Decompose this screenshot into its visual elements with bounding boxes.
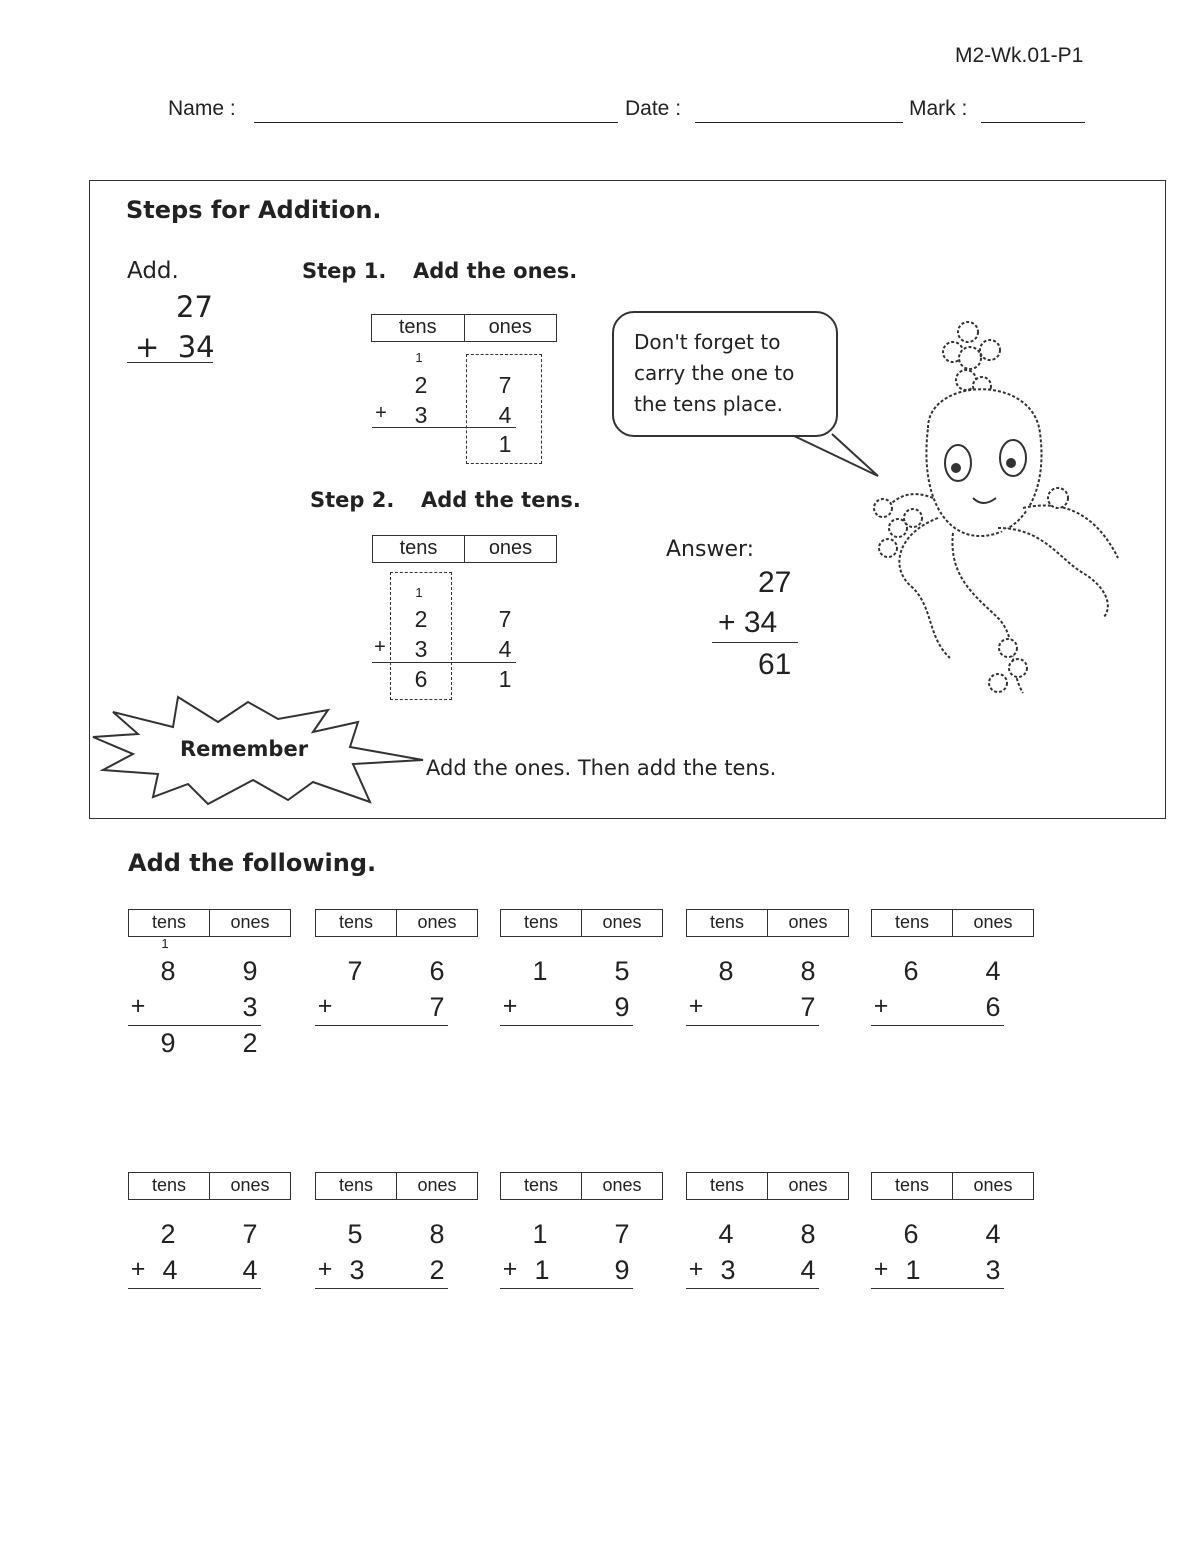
row2-problem-1-plus: + (130, 1255, 146, 1283)
lesson-title: Steps for Addition. (126, 196, 382, 224)
name-label: Name : (168, 97, 236, 120)
ones-header: ones (952, 910, 1033, 936)
remember-label: Remember (180, 737, 309, 761)
row2-problem-1-ones-1: 7 (242, 1219, 258, 1249)
row1-problem-1-ones-1: 9 (242, 956, 258, 986)
tens-header: tens (151, 1175, 187, 1195)
step2-carry: 1 (415, 585, 423, 600)
step2-ones-result: 1 (498, 666, 512, 692)
row1-problem-1-sum-line (128, 1025, 261, 1026)
tens-header: tens (399, 537, 438, 559)
step1-plus: + (375, 402, 387, 424)
step2-label: Step 2. (310, 488, 395, 512)
row2-problem-2-ones-1: 8 (429, 1219, 445, 1249)
ones-header: ones (581, 1173, 662, 1199)
row1-problem-3-ones-2: 9 (614, 992, 630, 1022)
ones-header: ones (464, 315, 557, 341)
step2-sum-line (372, 662, 516, 663)
row1-problem-3-tens-1: 1 (532, 956, 548, 986)
row2-problem-5-tens-1: 6 (903, 1219, 919, 1249)
row2-problem-3-ones-1: 7 (614, 1219, 630, 1249)
step2-ones-1: 7 (498, 606, 512, 632)
example-underline (127, 362, 213, 363)
row2-problem-3-ones-2: 9 (614, 1255, 630, 1285)
tens-header: tens (398, 316, 437, 338)
row2-problem-2-ones-2: 2 (429, 1255, 445, 1285)
step2-plus: + (374, 636, 386, 658)
row1-problem-5-ones-2: 6 (985, 992, 1001, 1022)
row1-problem-4-plus: + (688, 992, 704, 1020)
row1-problem-3-table (500, 909, 663, 937)
tens-header: tens (894, 1175, 930, 1195)
row1-problem-5-plus: + (873, 992, 889, 1020)
row1-problem-4-ones-2: 7 (800, 992, 816, 1022)
row2-problem-1-tens-1: 2 (160, 1219, 176, 1249)
date-label: Date : (625, 97, 682, 120)
row1-problem-2-tens-1: 7 (347, 956, 363, 986)
row1-problem-5-ones-1: 4 (985, 956, 1001, 986)
row1-problem-2-ones-2: 7 (429, 992, 445, 1022)
row1-problem-3-ones-1: 5 (614, 956, 630, 986)
row2-problem-4-table (686, 1172, 849, 1200)
step2-place-table (372, 535, 557, 563)
ones-header: ones (209, 1173, 290, 1199)
row1-problem-1-table (128, 909, 291, 937)
tens-header: tens (894, 912, 930, 932)
row2-problem-4-tens-1: 4 (718, 1219, 734, 1249)
row1-problem-4-table (686, 909, 849, 937)
tens-header: tens (151, 912, 187, 932)
row2-problem-2-tens-2: 3 (349, 1255, 365, 1285)
row2-problem-5-ones-1: 4 (985, 1219, 1001, 1249)
step1-text: Add the ones. (413, 259, 578, 283)
ones-header: ones (396, 1173, 477, 1199)
row1-problem-4-ones-1: 8 (800, 956, 816, 986)
step1-ones-2: 4 (498, 402, 512, 428)
row2-problem-5-plus: + (873, 1255, 889, 1283)
step1-label: Step 1. (302, 259, 387, 283)
row1-problem-1-tens-result[interactable]: 9 (160, 1028, 176, 1058)
worksheet-code: M2-Wk.01-P1 (955, 44, 1084, 67)
step1-ones-highlight (466, 354, 542, 464)
row2-problem-3-tens-2: 1 (534, 1255, 550, 1285)
step1-ones-result: 1 (498, 431, 512, 457)
mark-label: Mark : (909, 97, 968, 120)
answer-line (712, 642, 798, 643)
step1-ones-1: 7 (498, 372, 512, 398)
answer-top: 27 (758, 566, 792, 599)
answer-bottom: + 34 (718, 606, 778, 639)
tens-header: tens (338, 1175, 374, 1195)
row2-problem-1-table (128, 1172, 291, 1200)
tens-header: tens (709, 1175, 745, 1195)
row1-problem-5-sum-line (871, 1025, 1004, 1026)
row2-problem-2-plus: + (317, 1255, 333, 1283)
row1-problem-3-plus: + (502, 992, 518, 1020)
row2-problem-4-sum-line (686, 1288, 819, 1289)
step2-tens-result: 6 (414, 666, 428, 692)
row1-problem-4-sum-line (686, 1025, 819, 1026)
row1-problem-1-plus: + (130, 992, 146, 1020)
bubble-line-1: Don't forget to (634, 330, 781, 354)
ones-header: ones (396, 910, 477, 936)
tens-header: tens (523, 912, 559, 932)
row1-problem-3-sum-line (500, 1025, 633, 1026)
row1-problem-2-table (315, 909, 478, 937)
answer-label: Answer: (666, 537, 755, 562)
remember-text: Add the ones. Then add the tens. (426, 756, 777, 780)
row2-problem-3-sum-line (500, 1288, 633, 1289)
row2-problem-5-table (871, 1172, 1034, 1200)
row1-problem-5-table (871, 909, 1034, 937)
step2-tens-2: 3 (414, 636, 428, 662)
bubble-line-3: the tens place. (634, 392, 783, 416)
row2-problem-3-tens-1: 1 (532, 1219, 548, 1249)
date-field[interactable] (695, 98, 903, 123)
step1-tens-1: 2 (414, 372, 428, 398)
row2-problem-2-tens-1: 5 (347, 1219, 363, 1249)
row2-problem-5-ones-2: 3 (985, 1255, 1001, 1285)
row2-problem-2-sum-line (315, 1288, 448, 1289)
row2-problem-5-tens-2: 1 (905, 1255, 921, 1285)
octopus-illustration (858, 318, 1128, 718)
bubble-line-2: carry the one to (634, 361, 795, 385)
row2-problem-4-ones-2: 4 (800, 1255, 816, 1285)
step1-tens-2: 3 (414, 402, 428, 428)
tens-header: tens (338, 912, 374, 932)
step2-text: Add the tens. (421, 488, 581, 512)
example-top: 27 (176, 290, 213, 324)
tens-header: tens (523, 1175, 559, 1195)
row1-problem-4-tens-1: 8 (718, 956, 734, 986)
ones-header: ones (767, 910, 848, 936)
row1-problem-1-tens-1: 8 (160, 956, 176, 986)
answer-result: 61 (758, 648, 792, 681)
ones-header: ones (767, 1173, 848, 1199)
row1-problem-1-carry: 1 (161, 936, 169, 951)
exercise-title: Add the following. (128, 849, 377, 877)
ones-header: ones (581, 910, 662, 936)
tens-header: tens (709, 912, 745, 932)
row1-problem-1-ones-2: 3 (242, 992, 258, 1022)
row2-problem-5-sum-line (871, 1288, 1004, 1289)
step2-tens-1: 2 (414, 606, 428, 632)
step1-carry: 1 (415, 350, 423, 365)
ones-header: ones (952, 1173, 1033, 1199)
row1-problem-2-ones-1: 6 (429, 956, 445, 986)
ones-header: ones (209, 910, 290, 936)
row2-problem-2-table (315, 1172, 478, 1200)
row2-problem-3-plus: + (502, 1255, 518, 1283)
step2-ones-2: 4 (498, 636, 512, 662)
row2-problem-1-ones-2: 4 (242, 1255, 258, 1285)
mark-field[interactable] (981, 98, 1085, 123)
row2-problem-4-tens-2: 3 (720, 1255, 736, 1285)
row2-problem-1-sum-line (128, 1288, 261, 1289)
row1-problem-2-plus: + (317, 992, 333, 1020)
row2-problem-4-ones-1: 8 (800, 1219, 816, 1249)
speech-bubble (612, 311, 838, 437)
example-bottom: + 34 (135, 330, 215, 364)
row1-problem-2-sum-line (315, 1025, 448, 1026)
step1-place-table (371, 314, 557, 342)
add-label: Add. (127, 258, 179, 284)
row2-problem-1-tens-2: 4 (162, 1255, 178, 1285)
row2-problem-3-table (500, 1172, 663, 1200)
row2-problem-4-plus: + (688, 1255, 704, 1283)
name-field[interactable] (254, 98, 618, 123)
row1-problem-5-tens-1: 6 (903, 956, 919, 986)
row1-problem-1-ones-result[interactable]: 2 (242, 1028, 258, 1058)
ones-header: ones (464, 536, 556, 562)
